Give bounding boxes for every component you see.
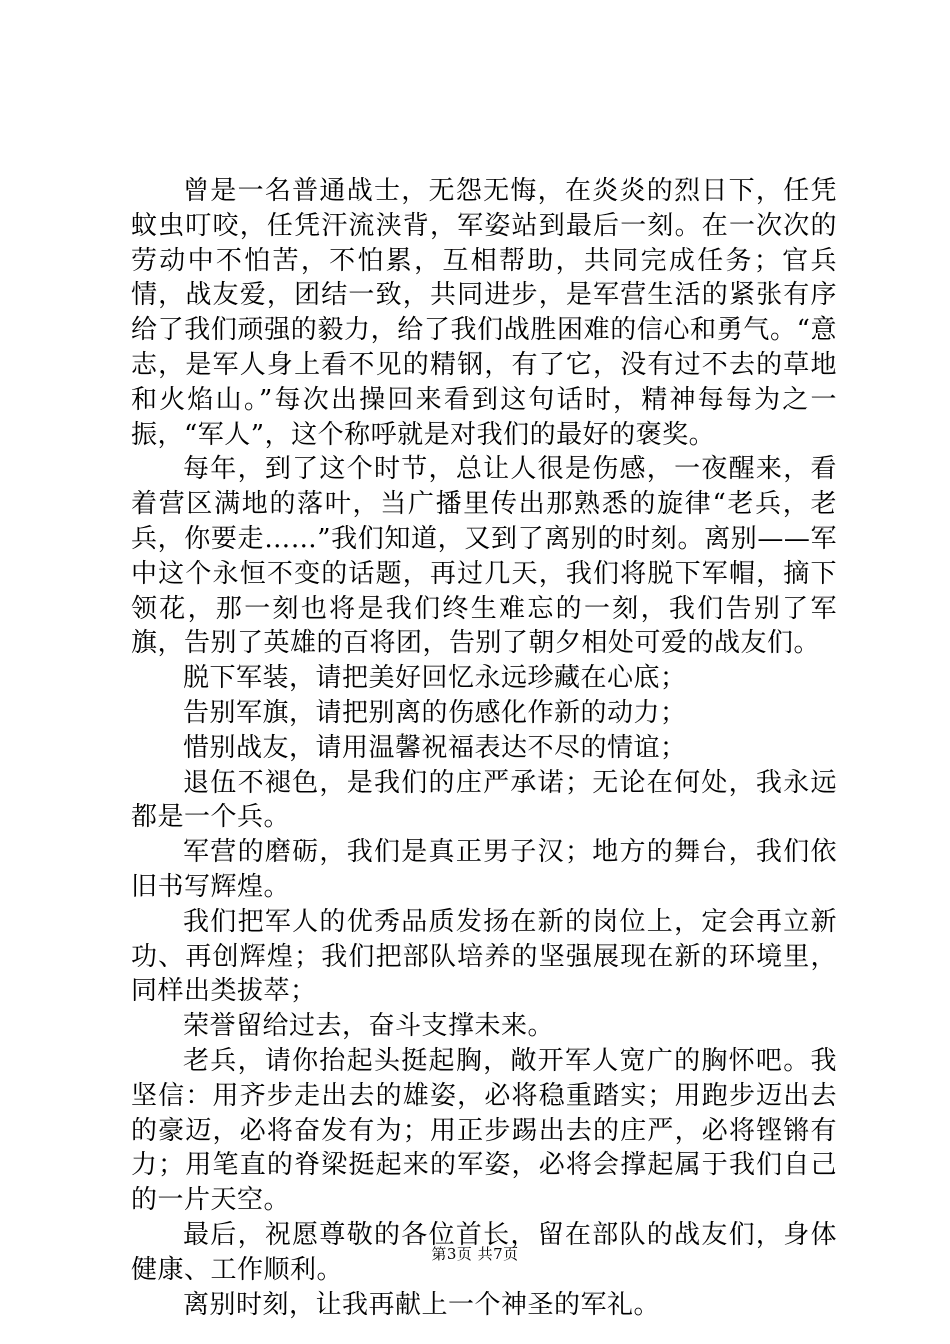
paragraph: 脱下军装，请把美好回忆永远珍藏在心底； <box>183 663 687 694</box>
paragraph: 每年，到了这个时节，总让人很是伤感，一夜醒来，看着营区满地的落叶，当广播里传出那熟悉的旋律“老兵，老兵，你要走……”我们知道，又到了离别的时刻。离别——军中这个永恒不变的话题，再过几天，我们将脱下军帽，摘下领花，那一刻也将是我们终生难忘的一刻，我们告别了军旗，告别了英雄的百将团，告别了朝夕相处可爱的战友们。 <box>131 454 837 659</box>
paragraph: 荣誉留给过去，奋斗支撑未来。 <box>183 1011 555 1042</box>
paragraph: 离别时刻，让我再献上一个神圣的军礼。 <box>183 1289 661 1320</box>
paragraph: 最后，祝愿尊敬的各位首长，留在部队的战友们，身体健康、工作顺利。 <box>131 1219 837 1285</box>
paragraph: 告别军旗，请把别离的伤感化作新的动力； <box>183 697 687 728</box>
paragraph: 军营的磨砺，我们是真正男子汉；地方的舞台，我们依旧书写辉煌。 <box>131 837 837 902</box>
paragraph: 退伍不褪色，是我们的庄严承诺；无论在何处，我永远都是一个兵。 <box>131 767 837 833</box>
paragraph: 老兵，请你抬起头挺起胸，敞开军人宽广的胸怀吧。我坚信：用齐步走出去的雄姿，必将稳重踏实；用跑步迈出去的豪迈，必将奋发有为；用正步踢出去的庄严，必将铿锵有力；用笔直的脊梁挺起来的军姿，必将会撑起属于我们自己的一片天空。 <box>131 1045 837 1216</box>
paragraph: 曾是一名普通战士，无怨无悔，在炎炎的烈日下，任凭蚊虫叮咬，任凭汗流浃背，军姿站到最后一刻。在一次次的劳动中不怕苦，不怕累，互相帮助，共同完成任务；官兵情，战友爱，团结一致，共同进步，是军营生活的紧张有序给了我们顽强的毅力，给了我们战胜困难的信心和勇气。“意志，是军人身上看不见的精钢，有了它，没有过不去的草地和火焰山。”每次出操回来看到这句话时，精神每每为之一振，“军人”，这个称呼就是对我们的最好的褒奖。 <box>131 176 837 450</box>
page-number-footer: 第3页 共7页 <box>431 1245 519 1263</box>
paragraph: 惜别战友，请用温馨祝福表达不尽的情谊； <box>183 732 687 763</box>
document-body <box>131 174 837 1322</box>
paragraph: 我们把军人的优秀品质发扬在新的岗位上，定会再立新功、再创辉煌；我们把部队培养的坚强展现在新的环境里，同样出类拔萃； <box>131 906 837 1007</box>
